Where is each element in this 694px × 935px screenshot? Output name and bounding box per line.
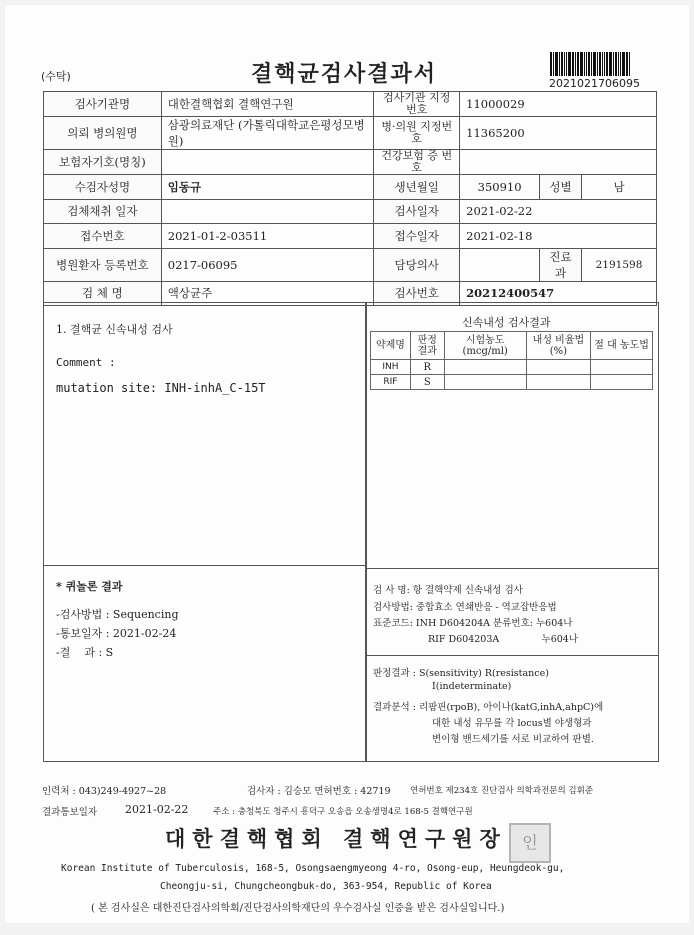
inquiry-phone: 인력처 : 043)249-4927~28: [42, 786, 167, 797]
patient-info-table: [43, 91, 657, 306]
certification-note: ( 본 검사실은 대한진단검사의학회/진단검사의학재단의 우수검사실 인증을 받은 검사실입니다.): [91, 903, 505, 914]
english-address-line-2: Cheongju-si, Chungcheongbuk-do, 363-954, Republic of Korea: [160, 881, 492, 892]
table-row: 수검자성명 임동규 생년월일 350910 성별 남: [44, 175, 657, 200]
report-date-label: 결과통보일자: [42, 807, 98, 818]
quinolone-result: -결 과 : S: [56, 646, 114, 659]
organization-name: 대한결핵협회 결핵연구원장: [165, 826, 507, 851]
table-row: 보험자기호(명칭) 건강보험 증 번 호: [44, 150, 657, 175]
quinolone-title: * 퀴놀론 결과: [56, 580, 123, 593]
analysis-line-1: 결과분석 : 리팜핀(rpoB), 아이나(katG,inhA,ahpC)에: [373, 702, 604, 713]
test-method: 검사방법: 중합효소 연쇄반응 - 역교잡반응법: [373, 602, 557, 613]
table-row: 검체채취 일자 검사일자 2021-02-22: [44, 199, 657, 224]
rapid-result-table: [370, 331, 653, 390]
document-page: [5, 5, 689, 923]
test-name: 검 사 명: 항 결핵약제 신속내성 검사: [373, 585, 523, 596]
rapid-test-title: 신속내성 검사결과: [462, 316, 551, 329]
quinolone-method: -검사방법 : Sequencing: [56, 608, 179, 621]
document-title: 결핵균검사결과서: [251, 61, 438, 87]
report-date: 2021-02-22: [125, 803, 189, 816]
address-korean: 주소 : 충청북도 청주시 흥덕구 오송읍 오송생명4로 168-5 결핵연구원: [213, 807, 473, 817]
mutation-site: mutation site: INH-inhA_C-15T: [56, 381, 266, 395]
analysis-line-2: 대한 내성 유무를 각 locus별 야생형과: [432, 718, 592, 729]
comment-label: Comment :: [56, 356, 116, 369]
judgement-line-1: 판정결과 : S(sensitivity) R(resistance): [373, 668, 549, 679]
standard-code-2: RIF D604203A 누604나: [428, 634, 579, 645]
table-row: RIF S: [371, 375, 653, 390]
standard-code-1: 표준코드: INH D604204A 분류번호: 누604나: [373, 618, 573, 629]
table-row: 검 체 명 액상균주 검사번호 20212400547: [44, 281, 657, 306]
table-row: 접수번호 2021-01-2-03511 접수일자 2021-02-18: [44, 224, 657, 249]
analysis-line-3: 변이형 밴드세기를 서로 비교하여 판별.: [432, 734, 594, 745]
test-heading: 1. 결핵균 신속내성 검사: [56, 323, 173, 336]
left-result-panel: [43, 302, 367, 762]
judgement-line-2: I(indeterminate): [432, 681, 512, 692]
divider: [366, 568, 658, 569]
examiner-info: 검사자 : 김승모 면허번호 : 42719: [247, 786, 391, 797]
official-seal: 인: [509, 823, 551, 863]
barcode-number: 2021021706095: [549, 77, 640, 90]
table-row: 의뢰 병의원명 삼광의료재단 (가톨릭대학교은평성모병원) 병·의원 지정번호 11365200: [44, 117, 657, 150]
copy-label: (수탁): [41, 70, 71, 83]
english-address-line-1: Korean Institute of Tuberculosis, 168-5, Osongsaengmyeong 4-ro, Osong-eup, Heungdeok-gu,: [61, 863, 565, 874]
table-row: 검사기관명 대한결핵협회 결핵연구원 검사기관 지정번호 11000029: [44, 92, 657, 117]
approver-info: 연허번호 제234호 진단검사 의학과전문의 김휘준: [410, 786, 594, 796]
divider: [44, 565, 366, 566]
divider: [366, 655, 658, 656]
table-row: INH R: [371, 360, 653, 375]
table-header-row: 약제명 판정 결과 시험농도 (mcg/ml) 내성 비율법(%) 절 대 농도법: [371, 332, 653, 360]
table-row: 병원환자 등록번호 0217-06095 담당의사 진료과 2191598: [44, 248, 657, 281]
quinolone-notify-date: -통보일자 : 2021-02-24: [56, 627, 177, 640]
barcode: [550, 52, 640, 76]
